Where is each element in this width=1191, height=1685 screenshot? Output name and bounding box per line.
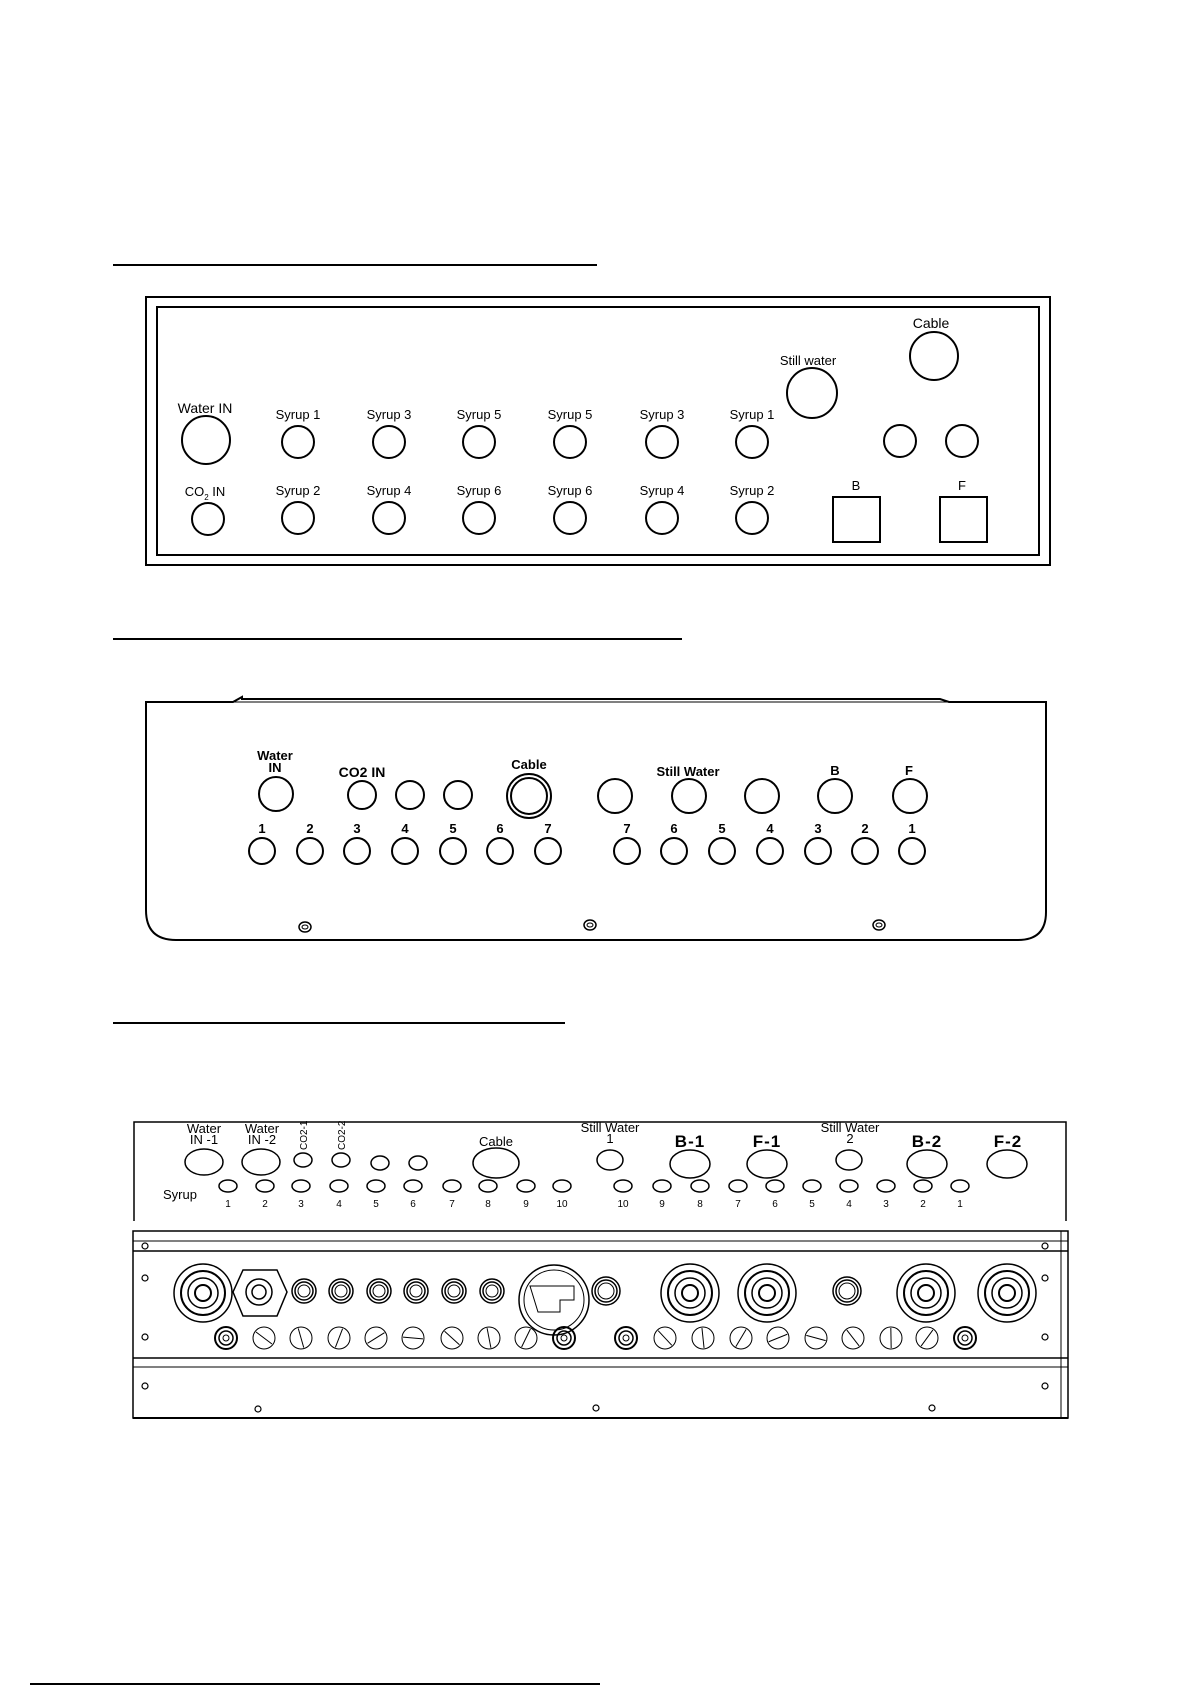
label-f: F [905,763,913,778]
port-syrup-top [282,426,314,458]
screw [302,925,308,929]
port-syrup [479,1180,497,1192]
label-co2-in: CO2 IN [338,764,386,780]
label-port-number: 4 [401,821,409,836]
small-fitting [367,1279,391,1303]
port-b-1 [670,1150,710,1178]
small-fitting [592,1277,620,1305]
label-water-in-1: Water IN -1 [186,1121,222,1147]
screw [1042,1334,1048,1340]
port-syrup [729,1180,747,1192]
label-still-water-1: Still Water 1 [580,1120,640,1146]
section-rule-2 [113,638,682,640]
port-syrup [914,1180,932,1192]
label-syrup-top: Syrup 3 [639,407,685,422]
port-syrup [292,1180,310,1192]
valve-port [954,1327,976,1349]
label-cable: Cable [511,757,547,772]
port-still-water-1 [597,1150,623,1170]
port-cable [910,332,958,380]
label-syrup-number: 7 [449,1199,455,1210]
label-water-in-2: Water IN -2 [244,1121,280,1147]
valve-port [215,1327,237,1349]
label-cable: Cable [479,1134,513,1149]
large-fitting [174,1264,232,1322]
label-port-number: 1 [258,821,266,836]
screw [142,1243,148,1249]
port-syrup [757,838,783,864]
port-syrup [330,1180,348,1192]
label-syrup: Syrup [163,1187,197,1202]
port-syrup [256,1180,274,1192]
label-syrup-top: Syrup 1 [275,407,321,422]
port-syrup [553,1180,571,1192]
valve-port [328,1327,350,1349]
label-syrup-number: 4 [336,1199,342,1210]
port-syrup [653,1180,671,1192]
port-syrup [487,838,513,864]
screw [1042,1243,1048,1249]
label-port-number: 7 [623,821,631,836]
label-syrup-number: 10 [556,1199,568,1210]
screw [929,1405,935,1411]
port-syrup-bottom [282,502,314,534]
port-syrup [951,1180,969,1192]
screw [142,1383,148,1389]
port-syrup-bottom [736,502,768,534]
screw [876,923,882,927]
valve-port [478,1327,500,1349]
port-cable [473,1148,519,1178]
label-water-in: Water IN [257,748,293,775]
port-f-2 [987,1150,1027,1178]
label-syrup-top: Syrup 1 [729,407,775,422]
screw [593,1405,599,1411]
label-syrup-number: 9 [523,1199,529,1210]
label-syrup-number: 1 [957,1199,963,1210]
port-b-square [833,497,880,542]
label-port-number: 6 [670,821,678,836]
port-co2-in [192,503,224,535]
port-syrup-bottom [373,502,405,534]
label-syrup-number: 3 [883,1199,889,1210]
screw [1042,1275,1048,1281]
label-port-number: 5 [718,821,726,836]
port-syrup-top [554,426,586,458]
port-co2-2 [332,1153,350,1167]
label-water-in: Water IN [177,400,233,416]
panel-1-inner-frame [157,307,1039,555]
panel-1-outer-frame [146,297,1050,565]
label-b-1: B-1 [674,1132,706,1151]
label-syrup-number: 10 [617,1199,629,1210]
label-syrup-bottom: Syrup 6 [547,483,593,498]
port-co2-1 [294,1153,312,1167]
port-syrup [691,1180,709,1192]
cable-gland [519,1265,589,1335]
label-syrup-number: 5 [373,1199,379,1210]
label-syrup-bottom: Syrup 4 [639,483,685,498]
label-f: F [958,478,966,493]
small-fitting [292,1279,316,1303]
label-port-number: 6 [496,821,504,836]
label-co2-in: $CO_2$ IN [184,484,226,502]
valve-port [441,1327,463,1349]
port-still-water [787,368,837,418]
valve-port [842,1327,864,1349]
screw [584,920,596,930]
port-still-water-b [672,779,706,813]
port-syrup [877,1180,895,1192]
port-syrup [344,838,370,864]
small-fitting [833,1277,861,1305]
label-co2-2: CO2-2 [337,1120,348,1150]
port-syrup-top [736,426,768,458]
valve-port [767,1327,789,1349]
screw [1042,1383,1048,1389]
port-co2-b [396,781,424,809]
port-syrup [614,838,640,864]
valve-port [692,1327,714,1349]
port-syrup [803,1180,821,1192]
label-port-number: 4 [766,821,774,836]
port-still-water-a [598,779,632,813]
small-fitting [480,1279,504,1303]
port-syrup [535,838,561,864]
port-syrup [899,838,925,864]
valve-port [805,1327,827,1349]
label-syrup-number: 8 [697,1199,703,1210]
valve-port [290,1327,312,1349]
label-port-number: 3 [814,821,822,836]
valve-port [880,1327,902,1349]
port-f-1 [747,1150,787,1178]
label-cable: Cable [912,315,950,331]
port-syrup-bottom [646,502,678,534]
square-fitting [233,1270,287,1316]
port-syrup [517,1180,535,1192]
port-syrup [392,838,418,864]
port-b [818,779,852,813]
label-syrup-number: 5 [809,1199,815,1210]
port-syrup [443,1180,461,1192]
label-f-1: F-1 [752,1132,782,1151]
panel-1-bottom-syrup-row [276,483,775,534]
label-b: B [830,763,840,778]
port-syrup [219,1180,237,1192]
label-syrup-number: 1 [225,1199,231,1210]
valve-port [515,1327,537,1349]
port-still-water-2 [836,1150,862,1170]
port-syrup-bottom [554,502,586,534]
label-syrup-number: 2 [262,1199,268,1210]
label-still-water: Still water [779,353,837,368]
port-b-2 [907,1150,947,1178]
panel-1-top-syrup-row [276,407,775,458]
label-syrup-bottom: Syrup 2 [275,483,321,498]
label-f-2: F-2 [993,1132,1023,1151]
port-water-in [259,777,293,811]
port-unlabeled [409,1156,427,1170]
label-port-number: 2 [306,821,314,836]
panel-3-diagram [0,1110,1191,1420]
label-syrup-bottom: Syrup 2 [729,483,775,498]
valve-port [253,1327,275,1349]
port-syrup [805,838,831,864]
port-co2-c [444,781,472,809]
label-b: B [851,478,861,493]
label-port-number: 1 [908,821,916,836]
valve-port [730,1327,752,1349]
label-syrup-number: 4 [846,1199,852,1210]
valve-port [402,1327,424,1349]
valve-port [916,1327,938,1349]
label-port-number: 2 [861,821,869,836]
port-unlabeled [371,1156,389,1170]
label-co2-1: CO2-1 [299,1120,310,1150]
section-rule-3 [113,1022,565,1024]
label-syrup-bottom: Syrup 6 [456,483,502,498]
label-syrup-top: Syrup 5 [456,407,502,422]
port-syrup [440,838,466,864]
large-fitting [661,1264,719,1322]
small-fitting [404,1279,428,1303]
port-syrup [614,1180,632,1192]
port-syrup-top [463,426,495,458]
port-syrup [766,1180,784,1192]
label-port-number: 5 [449,821,457,836]
panel-2-screws [299,920,885,932]
port-syrup [709,838,735,864]
label-port-number: 7 [544,821,552,836]
panel-3-valve-row [215,1327,976,1349]
label-syrup-number: 7 [735,1199,741,1210]
panel-2-outline [146,697,1046,940]
port-syrup [852,838,878,864]
port-water-in [182,416,230,464]
label-still-water-2: Still Water 2 [820,1120,880,1146]
port-cable-outer [507,774,551,818]
large-fitting [978,1264,1036,1322]
label-syrup-number: 8 [485,1199,491,1210]
port-syrup-bottom [463,502,495,534]
port-unlabeled-left [884,425,916,457]
label-syrup-number: 9 [659,1199,665,1210]
label-b-2: B-2 [911,1132,943,1151]
panel-3-syrup-row [219,1180,969,1210]
screw [142,1334,148,1340]
large-fitting [738,1264,796,1322]
port-syrup-top [646,426,678,458]
label-syrup-top: Syrup 5 [547,407,593,422]
screw [255,1406,261,1412]
port-f-square [940,497,987,542]
port-syrup [404,1180,422,1192]
screw [873,920,885,930]
port-f [893,779,927,813]
small-fitting [442,1279,466,1303]
screw [299,922,311,932]
panel-1-diagram [0,0,1191,600]
label-syrup-top: Syrup 3 [366,407,412,422]
panel-3-plate-outer [133,1231,1068,1418]
port-co2-a [348,781,376,809]
small-fitting [329,1279,353,1303]
port-syrup [840,1180,858,1192]
port-syrup [297,838,323,864]
port-syrup [249,838,275,864]
label-syrup-number: 3 [298,1199,304,1210]
panel-3-fittings [174,1264,1036,1322]
port-cable-inner [511,778,547,814]
port-unlabeled-right [946,425,978,457]
label-syrup-number: 2 [920,1199,926,1210]
valve-port [365,1327,387,1349]
large-fitting [897,1264,955,1322]
port-still-water-c [745,779,779,813]
valve-port [615,1327,637,1349]
label-syrup-bottom: Syrup 4 [366,483,412,498]
port-syrup [367,1180,385,1192]
label-still-water: Still Water [656,764,720,779]
port-water-in-1 [185,1149,223,1175]
port-syrup-top [373,426,405,458]
label-syrup-number: 6 [772,1199,778,1210]
screw [142,1275,148,1281]
label-syrup-number: 6 [410,1199,416,1210]
screw [587,923,593,927]
panel-2-syrup-row [249,821,925,864]
label-port-number: 3 [353,821,361,836]
valve-port [654,1327,676,1349]
port-water-in-2 [242,1149,280,1175]
panel-2-diagram [0,680,1191,960]
port-syrup [661,838,687,864]
